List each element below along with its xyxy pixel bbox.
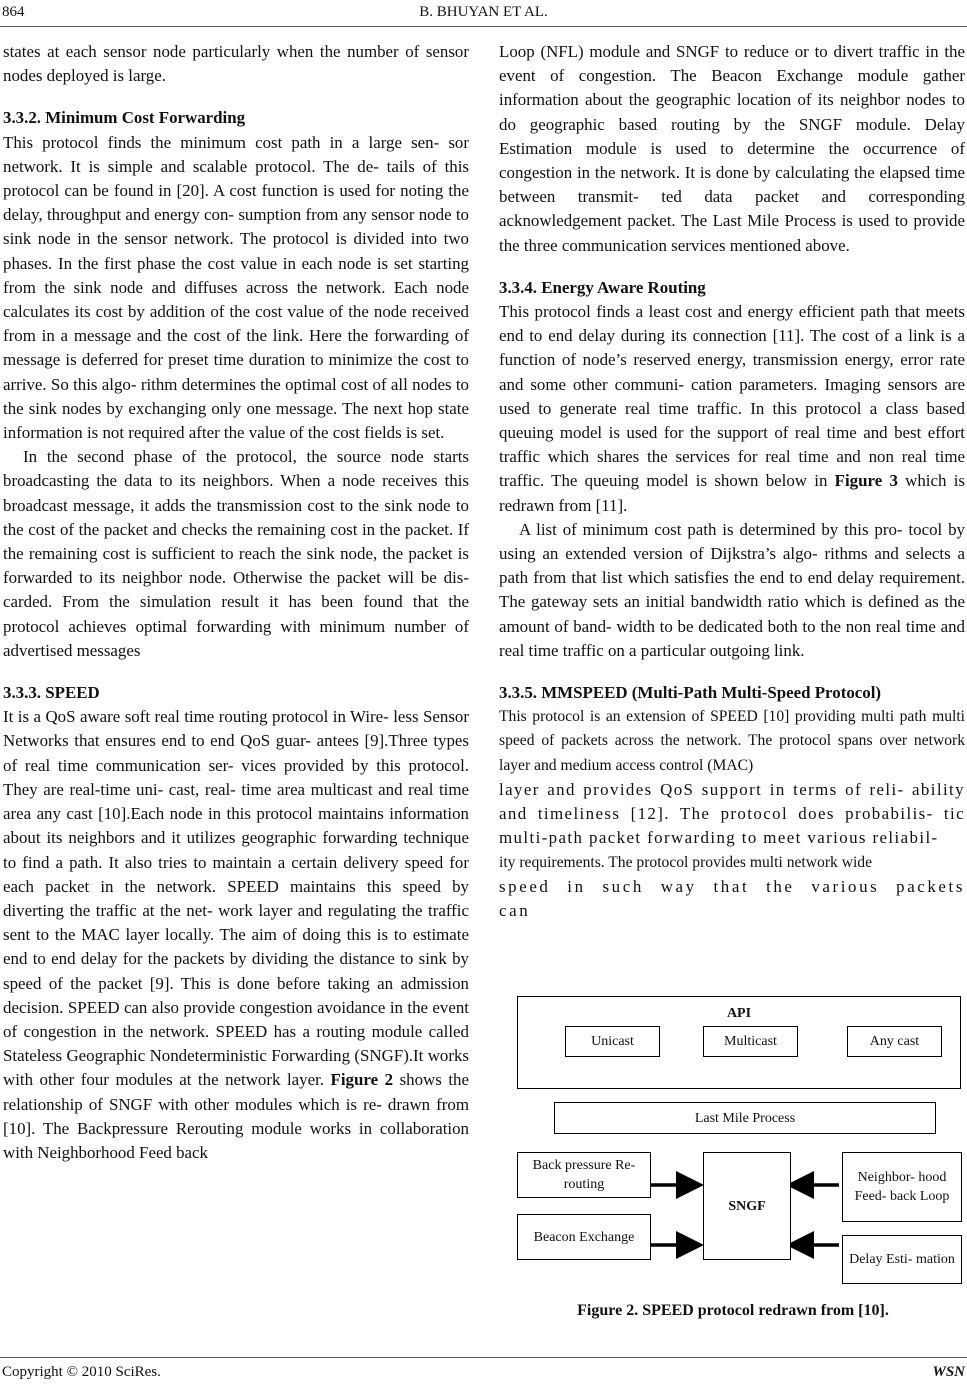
paragraph: This protocol is an extension of SPEED [10] providing multi path multi speed of packets across the network. The protocol spans over network layer and medium access control (MAC): [499, 708, 965, 774]
section-heading: 3.3.2. Minimum Cost Forwarding: [3, 108, 246, 128]
figure-reference: Figure 2: [330, 1070, 394, 1090]
copyright: Copyright © 2010 SciRes.: [2, 1364, 161, 1380]
section-heading: 3.3.5. MMSPEED (Multi-Path Multi-Speed Protocol): [499, 683, 882, 703]
backpressure-rerouting-box: Back pressure Re- routing: [517, 1152, 651, 1198]
page-number: 864: [2, 4, 25, 20]
neighborhood-feedback-loop-box: Neighbor- hood Feed- back Loop: [842, 1152, 962, 1222]
multicast-box: Multicast: [703, 1026, 798, 1057]
paragraph: states at each sensor node particularly when the number of sensor nodes deployed is large.: [3, 42, 469, 86]
figure-reference: Figure 3: [834, 471, 898, 491]
api-label: API: [726, 1006, 752, 1021]
paragraph: layer and provides QoS support in terms of reli- ability and timeliness [12]. The protocol does probabilis- tic multi-path packet forwarding to meet various reliabil-: [499, 779, 965, 848]
journal-name: WSN: [932, 1364, 965, 1380]
paragraph: speed in such way that the various packets can: [499, 876, 965, 920]
paragraph: This protocol finds a least cost and energy efficient path that meets end to end delay during its connection [11]. The cost of a link is a function of node’s reserved energy, transmission energy, error rate and some other communi- cation parameters. Imaging sensors are used to generate real time traffic. In this protocol a class based queuing model is used for the support of real time and best effort traffic which shares the services for real time and non real time traffic. The queuing model is shown below in Figure 3 which is redrawn from [11].: [499, 302, 965, 515]
sngf-box: SNGF: [703, 1152, 791, 1260]
paragraph: A list of minimum cost path is determined by this pro- tocol by using an extended version of Dijkstra’s algo- rithms and selects a path from that list which satisfies the end to end delay requirement. The gateway sets an initial bandwidth ratio which is defined as the amount of band- width to be dedicated both to the non real time and real time traffic on a particular outgoing link.: [499, 519, 965, 660]
delay-estimation-box: Delay Esti- mation: [842, 1235, 962, 1284]
right-column: [499, 40, 965, 923]
speed-protocol-figure: [499, 990, 967, 1330]
running-head: B. BHUYAN ET AL.: [419, 4, 548, 20]
beacon-exchange-box: Beacon Exchange: [517, 1214, 651, 1260]
figure-caption: Figure 2. SPEED protocol redrawn from [10].: [577, 1302, 889, 1319]
paragraph: Loop (NFL) module and SNGF to reduce or to divert traffic in the event of congestion. The Beacon Exchange module gather information about the geographic location of its neighbor nodes to do geographic based routing by the SNGF module. Delay Estimation module is used to determine the occurrence of congestion in the network. It is done by calculating the elapsed time between transmit- ted data packet and corresponding acknowledgement packet. The Last Mile Process is used to provide the three communication services mentioned above.: [499, 42, 965, 255]
section-heading: 3.3.4. Energy Aware Routing: [499, 277, 706, 297]
paragraph: This protocol finds the minimum cost path in a large sen- sor network. It is simple and scalable protocol. The de- tails of this protocol can be found in [20]. A cost function is used for noting the delay, throughput and energy con- sumption from any sensor node to sink node in the sensor network. The protocol is divided into two phases. In the first phase the cost value in each node is set starting from the sink node and diffuses across the network. Each node calculates its cost by addition of the cost value of the node received from in a message and the cost of the link. Here the forwarding of message is deferred for preset time duration to minimize the cost to arrive. So this algo- rithm determines the optimal cost of all nodes to the sink nodes by exchanging only one message. The next hop state information is not required after the value of the cost fields is set.: [3, 132, 469, 443]
last-mile-process-box: Last Mile Process: [554, 1102, 936, 1134]
page-header: [0, 4, 967, 28]
section-heading: 3.3.3. SPEED: [3, 683, 100, 703]
paragraph: ity requirements. The protocol provides multi network wide: [499, 853, 873, 871]
paragraph: It is a QoS aware soft real time routing protocol in Wire- less Sensor Networks that ensures end to end QoS guar- antees [9].Three types of real time communication ser- vices provided by this protocol. They are real-time uni- cast, real- time area multicast and real time area any cast [10].Each node in this protocol maintains information about its neighbors and it utilizes geographic forwarding technique to find a path. It also tries to maintain a certain delivery speed for each packet in the network. SPEED maintains this speed by diverting the traffic at the net- work layer and regulating the traffic sent to the MAC layer locally. The aim of doing this is to estimate end to end delay for the packets by dividing the distance to sink by speed of the packet [9]. This is done before taking an admission decision. SPEED can also provide congestion avoidance in the event of congestion in the network. SPEED has a routing module called Stateless Geographic Nondeterministic Forwarding (SNGF).It works with other four modules at the network layer. Figure 2 shows the relationship of SNGF with other modules which is re- drawn from [10]. The Backpressure Rerouting module works in collaboration with Neighborhood Feed back: [3, 707, 469, 1162]
paragraph: In the second phase of the protocol, the source node starts broadcasting the data to its neighbors. When a node receives this broadcast message, it adds the transmission cost to the sink node to the cost of the packet and checks the remaining cost in the packet. If the remaining cost is sufficient to reach the sink node, the packet is forwarded to its neighbor node. Otherwise the packet will be dis- carded. From the simulation result it has been found that the protocol achieves optimal forwarding with minimum number of advertised messages: [3, 447, 469, 660]
left-column: [3, 40, 469, 1165]
header-rule: [0, 26, 967, 27]
unicast-box: Unicast: [565, 1026, 660, 1057]
footer-rule: [0, 1357, 967, 1358]
anycast-box: Any cast: [847, 1026, 942, 1057]
